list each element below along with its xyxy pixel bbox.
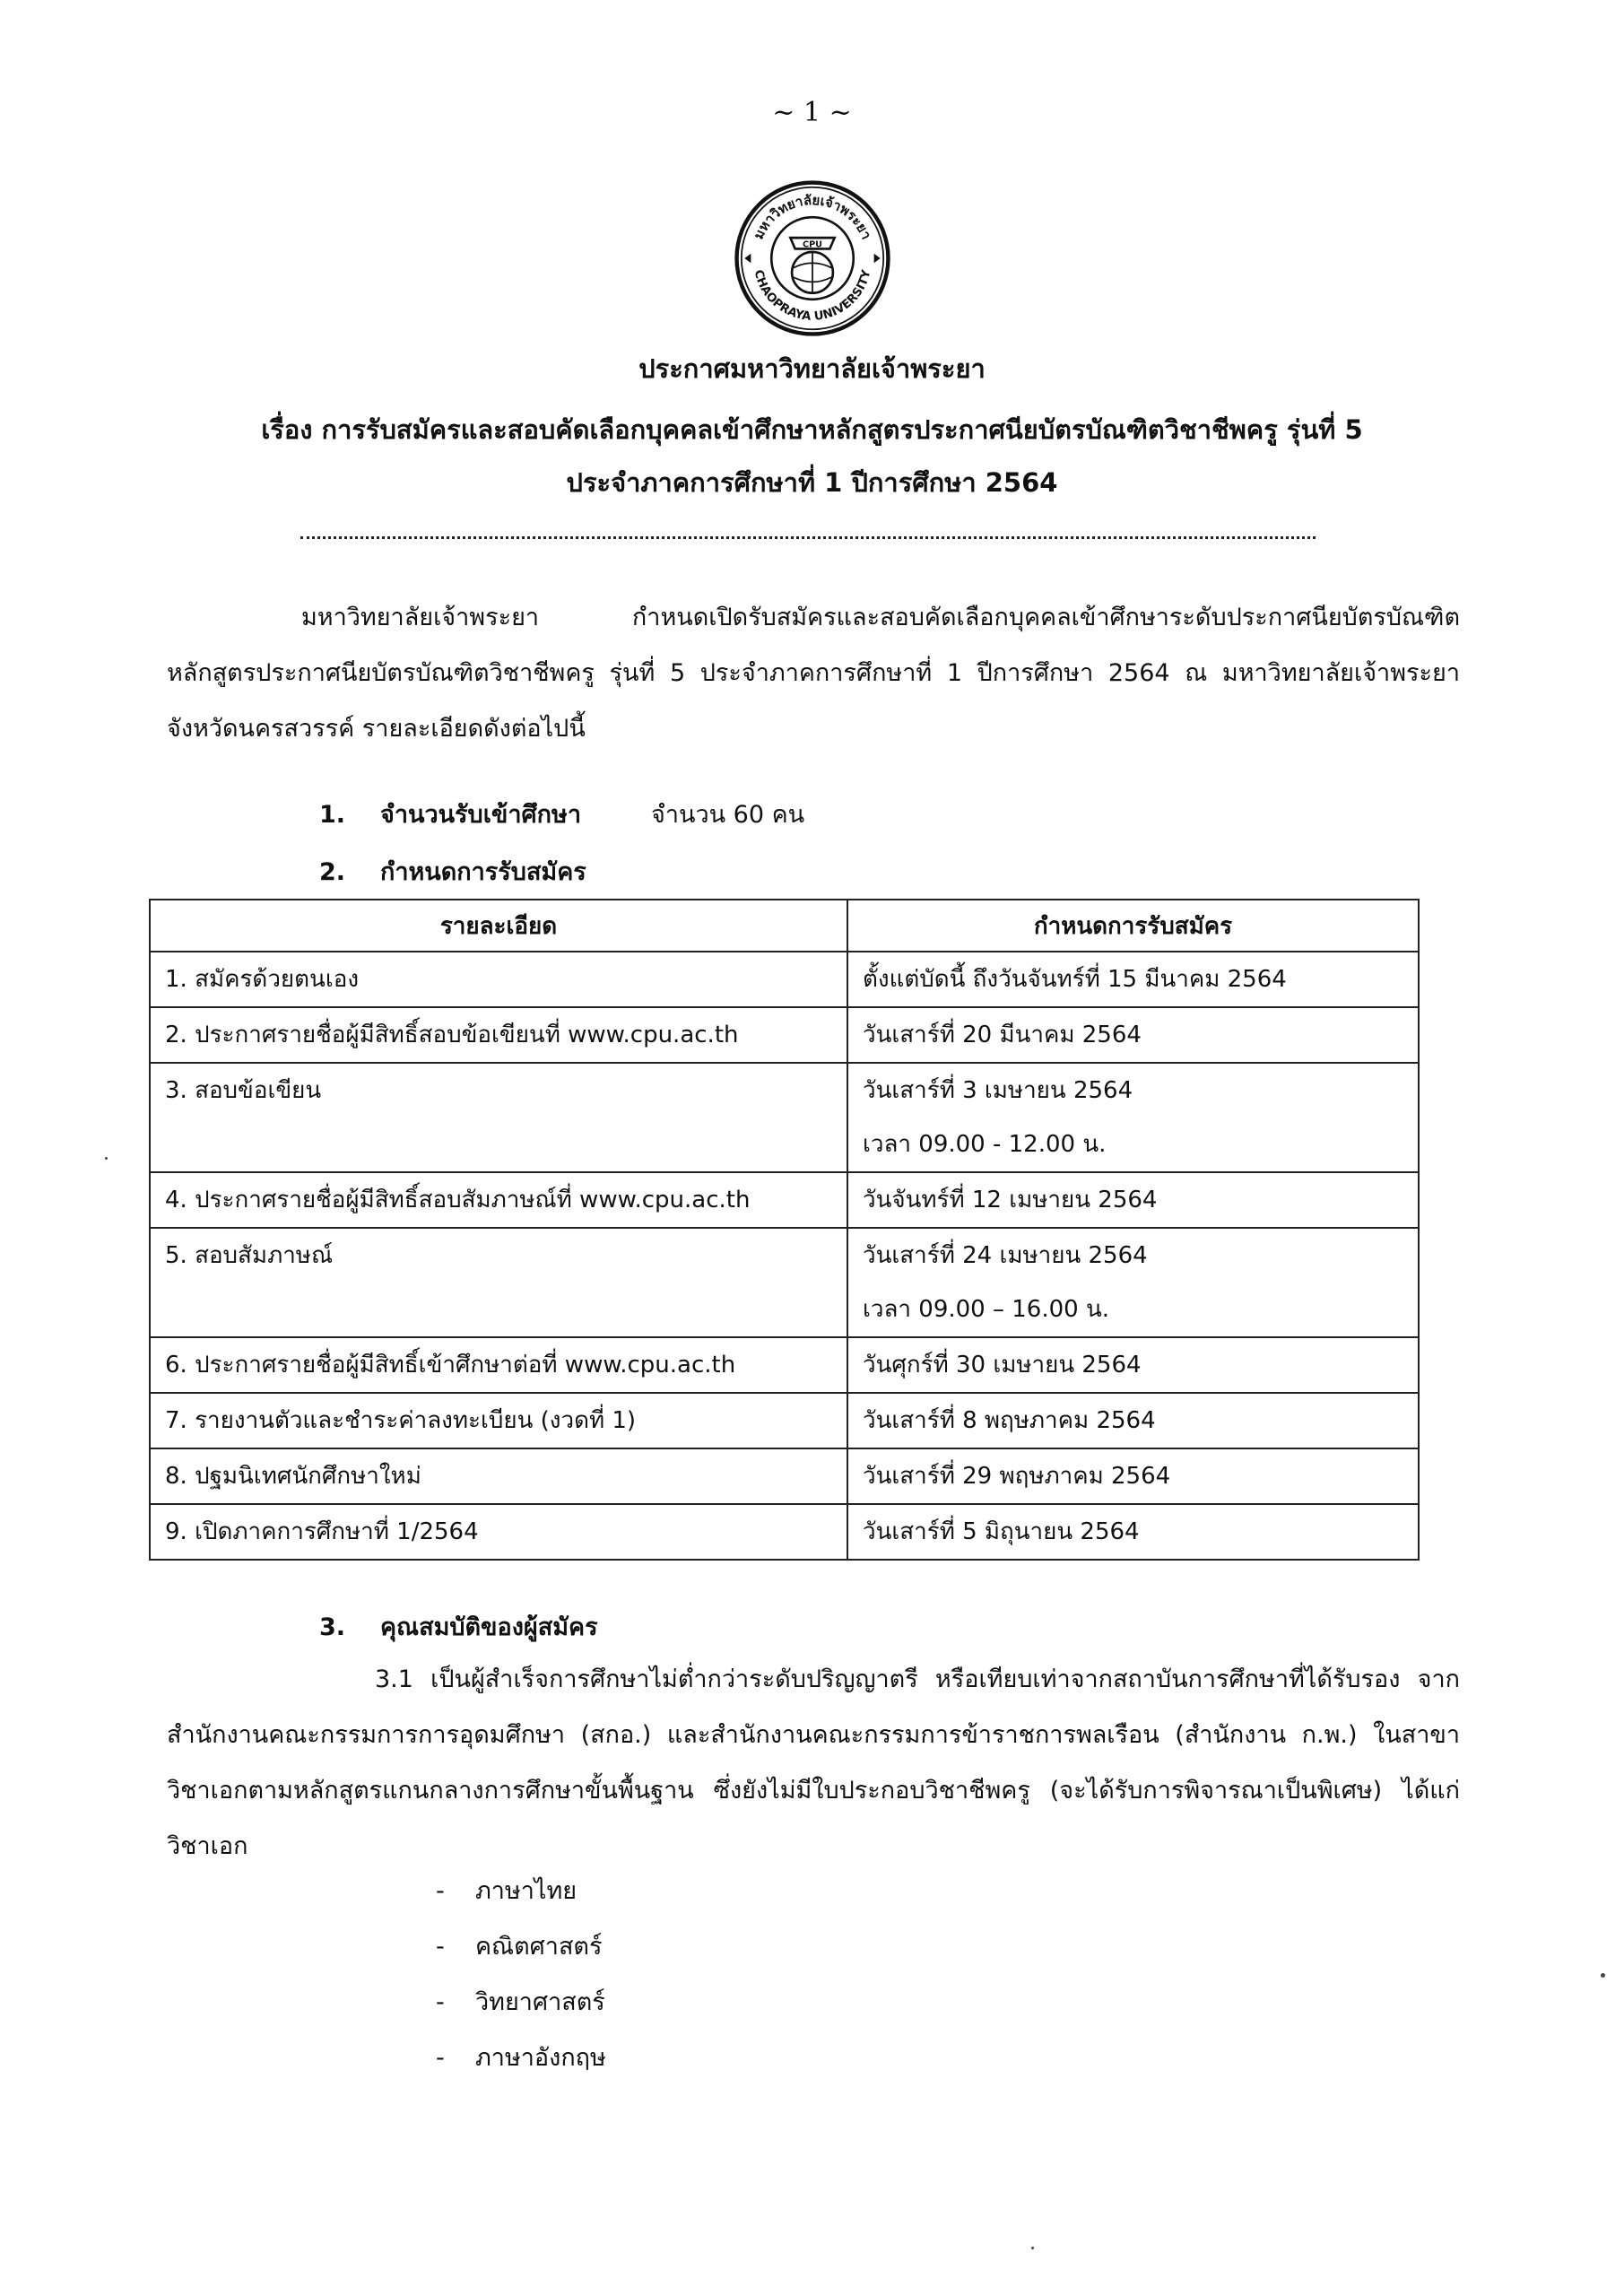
list-dash: - bbox=[436, 1933, 445, 1961]
list-item bbox=[436, 1975, 606, 2031]
row-detail: 2. ประกาศรายชื่อผู้มีสิทธิ์สอบข้อเขียนที่ www.cpu.ac.th bbox=[150, 1007, 847, 1063]
row-date bbox=[847, 1172, 1419, 1228]
row-detail: 8. ปฐมนิเทศนักศึกษาใหม่ bbox=[150, 1448, 847, 1504]
row-detail: 7. รายงานตัวและชำระค่าลงทะเบียน (งวดที่ 1) bbox=[150, 1393, 847, 1448]
intro-paragraph bbox=[167, 590, 1460, 757]
table-row bbox=[150, 1337, 1419, 1393]
header-detail: รายละเอียด bbox=[150, 900, 847, 952]
row-date bbox=[847, 1228, 1419, 1337]
row-time-text: เวลา 09.00 – 16.00 น. bbox=[863, 1296, 1109, 1323]
section-number: 3. bbox=[319, 1613, 346, 1641]
list-item bbox=[436, 1864, 606, 1919]
schedule-table bbox=[149, 899, 1420, 1561]
major-subject-list bbox=[436, 1864, 606, 2086]
table-row bbox=[150, 952, 1419, 1007]
section-enrollment-count bbox=[319, 795, 804, 833]
table-row bbox=[150, 1448, 1419, 1504]
subject-name: ภาษาอังกฤษ bbox=[475, 2044, 606, 2072]
table-header-row bbox=[150, 900, 1419, 952]
row-date bbox=[847, 1063, 1419, 1172]
list-item bbox=[436, 1919, 606, 1975]
table-row bbox=[150, 1393, 1419, 1448]
university-seal-logo bbox=[734, 179, 891, 337]
scan-speck bbox=[1601, 1973, 1605, 1978]
seal-center-text: CPU bbox=[802, 239, 823, 250]
intro-text: มหาวิทยาลัยเจ้าพระยา กำหนดเปิดรับสมัครและสอบคัดเลือกบุคคลเข้าศึกษาระดับประกาศนียบัตรบัณฑิต หลักสูตรประกาศนียบัตรบัณฑิตวิชาชีพครู รุ่นที่ 5 ประจำภาคการศึกษาที่ 1 ปีการศึกษา 2564 ณ มหาวิทยาลัยเจ้าพระยา จังหวัดนครสวรรค์ รายละเอียดดังต่อไปนี้ bbox=[167, 604, 1460, 743]
row-date bbox=[847, 952, 1419, 1007]
section-label: จำนวนรับเข้าศึกษา bbox=[380, 801, 581, 829]
qualification-paragraph bbox=[167, 1652, 1460, 1874]
seal-top-text: มหาวิทยาลัยเจ้าพระยา bbox=[750, 192, 875, 242]
announcement-term: ประจำภาคการศึกษาที่ 1 ปีการศึกษา 2564 bbox=[566, 467, 1058, 498]
row-detail: 3. สอบข้อเขียน bbox=[150, 1063, 847, 1172]
table-row bbox=[150, 1504, 1419, 1560]
row-date-text: วันเสาร์ที่ 24 เมษายน 2564 bbox=[863, 1242, 1148, 1269]
announcement-title: ประกาศมหาวิทยาลัยเจ้าพระยา bbox=[638, 353, 986, 384]
announcement-subject: เรื่อง การรับสมัครและสอบคัดเลือกบุคคลเข้าศึกษาหลักสูตรประกาศนียบัตรบัณฑิตวิชาชีพครู รุ่นที่ 5 bbox=[261, 414, 1363, 445]
row-date-text: วันเสาร์ที่ 29 พฤษภาคม 2564 bbox=[863, 1463, 1171, 1490]
table-row bbox=[150, 1063, 1419, 1172]
list-dash: - bbox=[436, 1877, 445, 1905]
section-application-schedule bbox=[319, 852, 586, 891]
list-dash: - bbox=[436, 1988, 445, 2016]
section-qualifications bbox=[319, 1607, 598, 1646]
dotted-divider bbox=[300, 536, 1316, 539]
table-row bbox=[150, 1228, 1419, 1337]
row-date bbox=[847, 1337, 1419, 1393]
row-detail: 1. สมัครด้วยตนเอง bbox=[150, 952, 847, 1007]
row-date-text: ตั้งแต่บัดนี้ ถึงวันจันทร์ที่ 15 มีนาคม 2564 bbox=[863, 966, 1287, 993]
row-date-text: วันเสาร์ที่ 20 มีนาคม 2564 bbox=[863, 1022, 1142, 1048]
row-detail: 4. ประกาศรายชื่อผู้มีสิทธิ์สอบสัมภาษณ์ที่ www.cpu.ac.th bbox=[150, 1172, 847, 1228]
row-date-text: วันศุกร์ที่ 30 เมษายน 2564 bbox=[863, 1352, 1142, 1378]
section-number: 1. bbox=[319, 801, 346, 829]
qualification-text: 3.1 เป็นผู้สำเร็จการศึกษาไม่ต่ำกว่าระดับปริญญาตรี หรือเทียบเท่าจากสถาบันการศึกษาที่ได้รับรอง จากสำนักงานคณะกรรมการการอุดมศึกษา (สกอ.) และสำนักงานคณะกรรมการข้าราชการพลเรือน (สำนักงาน ก.พ.) ในสาขาวิชาเอกตามหลักสูตรแกนกลางการศึกษาขั้นพื้นฐาน ซึ่งยังไม่มีใบประกอบวิชาชีพครู (จะได้รับการพิจารณาเป็นพิเศษ) ได้แก่ วิชาเอก bbox=[167, 1665, 1460, 1860]
row-date-text: วันเสาร์ที่ 5 มิถุนายน 2564 bbox=[863, 1518, 1140, 1545]
section-label: คุณสมบัติของผู้สมัคร bbox=[380, 1613, 598, 1641]
header-schedule: กำหนดการรับสมัคร bbox=[847, 900, 1419, 952]
row-date-text: วันเสาร์ที่ 3 เมษายน 2564 bbox=[863, 1077, 1133, 1104]
row-detail: 9. เปิดภาคการศึกษาที่ 1/2564 bbox=[150, 1504, 847, 1560]
row-date-text: วันเสาร์ที่ 8 พฤษภาคม 2564 bbox=[863, 1407, 1156, 1434]
subject-name: วิทยาศาสตร์ bbox=[475, 1988, 605, 2016]
section-number: 2. bbox=[319, 858, 346, 886]
subject-name: คณิตศาสตร์ bbox=[475, 1933, 603, 1961]
row-date bbox=[847, 1393, 1419, 1448]
enrollment-value: จำนวน 60 คน bbox=[651, 801, 805, 829]
row-detail: 6. ประกาศรายชื่อผู้มีสิทธิ์เข้าศึกษาต่อที่ www.cpu.ac.th bbox=[150, 1337, 847, 1393]
scan-speck bbox=[105, 1157, 108, 1160]
row-detail: 5. สอบสัมภาษณ์ bbox=[150, 1228, 847, 1337]
list-dash: - bbox=[436, 2044, 445, 2072]
scan-speck bbox=[1031, 2247, 1034, 2249]
row-date bbox=[847, 1504, 1419, 1560]
row-date-text: วันจันทร์ที่ 12 เมษายน 2564 bbox=[863, 1187, 1158, 1213]
row-time-text: เวลา 09.00 - 12.00 น. bbox=[863, 1131, 1107, 1158]
section-label: กำหนดการรับสมัคร bbox=[380, 858, 586, 886]
page-number: ~ 1 ~ bbox=[772, 97, 852, 128]
seal-bottom-text: CHAOPRAYA UNIVERSITY bbox=[751, 268, 874, 324]
table-row bbox=[150, 1007, 1419, 1063]
row-date bbox=[847, 1448, 1419, 1504]
list-item bbox=[436, 2031, 606, 2086]
subject-name: ภาษาไทย bbox=[475, 1877, 578, 1905]
row-date bbox=[847, 1007, 1419, 1063]
table-row bbox=[150, 1172, 1419, 1228]
